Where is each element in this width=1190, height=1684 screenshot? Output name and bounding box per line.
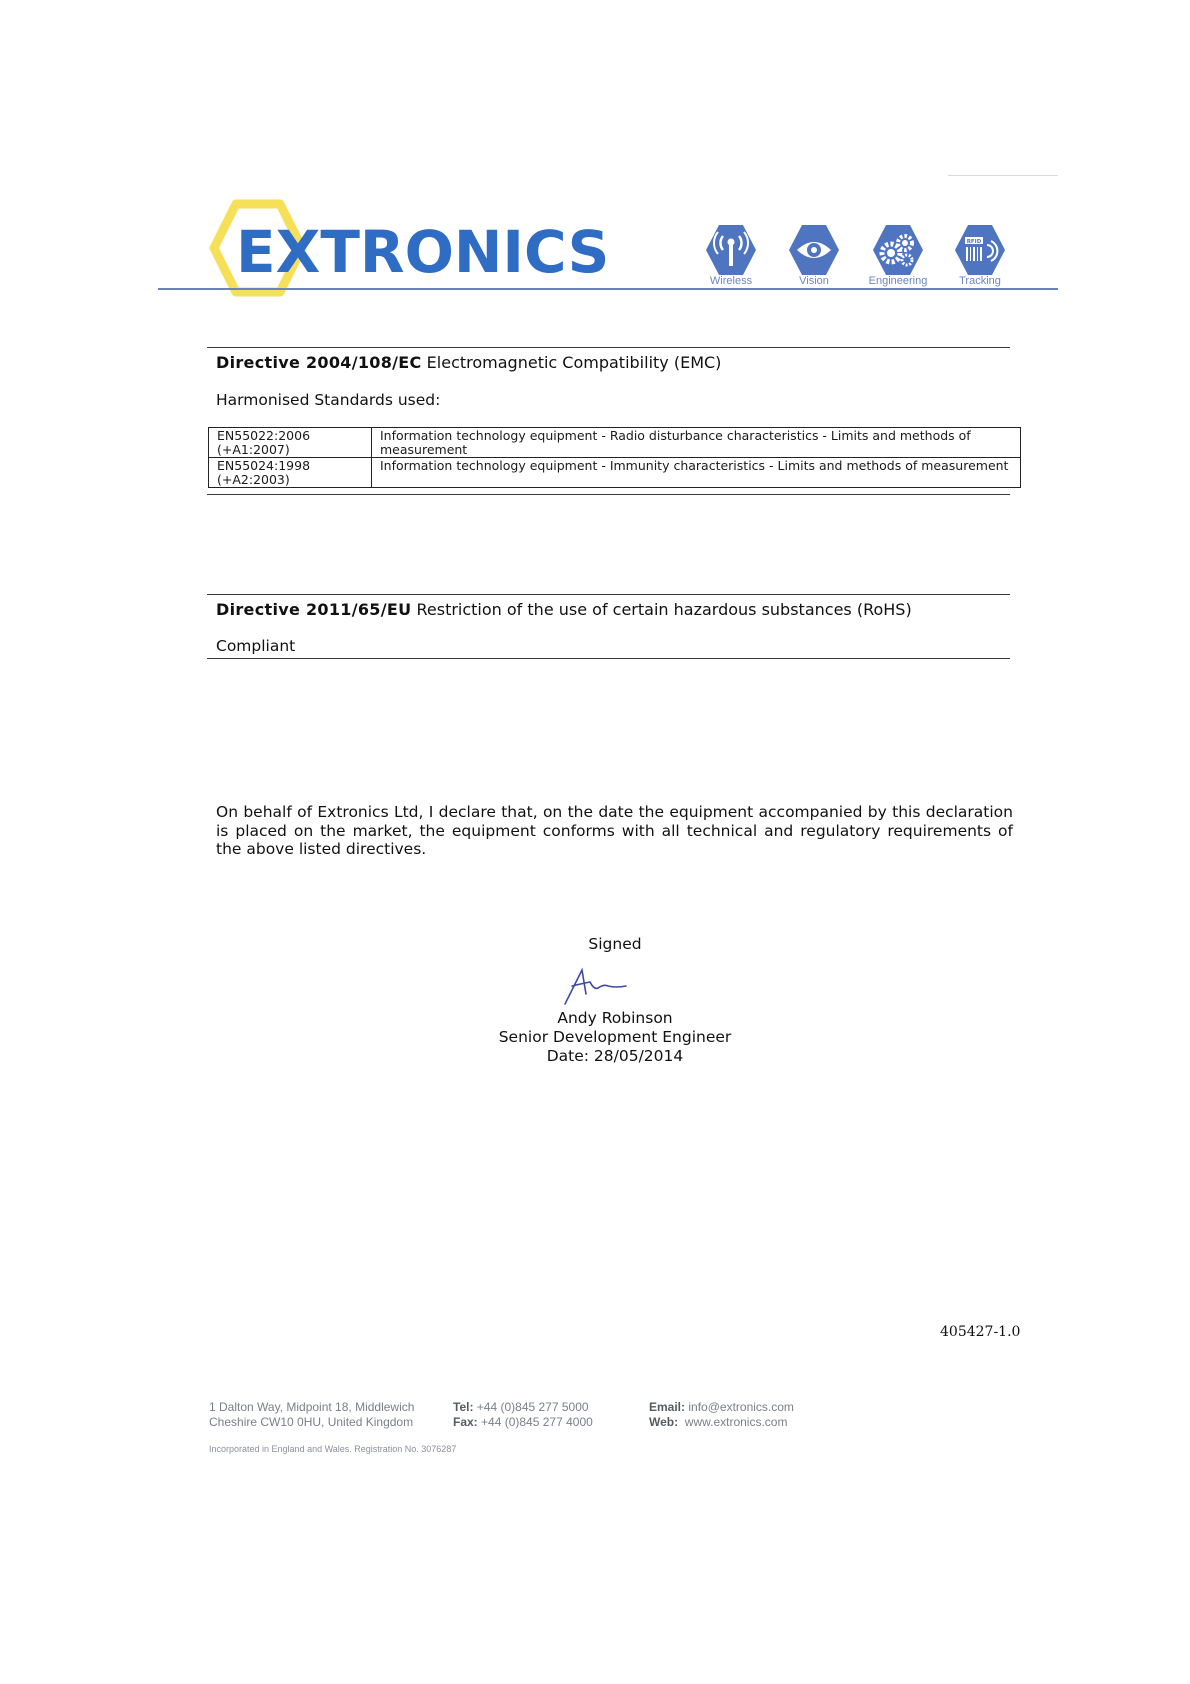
rfid-icon [952,222,1008,278]
standard-code: EN55022:2006 [217,428,311,443]
rohs-directive-title: Restriction of the use of certain hazardous substances (RoHS) [416,600,912,619]
footer-address [209,1400,414,1430]
footer-phone [453,1400,593,1430]
standard-code: EN55024:1998 [217,458,311,473]
service-wireless [701,222,761,287]
header-rule [158,288,1058,290]
document-reference: 405427-1.0 [940,1324,1021,1340]
section-rule [207,494,1010,495]
emc-directive-code: Directive 2004/108/EC [216,353,422,372]
service-label-engineering: Engineering [868,275,928,287]
web-link[interactable]: www.extronics.com [684,1415,788,1429]
service-engineering [868,222,928,287]
logo-wordmark: EXTRONICS [236,218,610,286]
registration-note: Incorporated in England and Wales. Registration No. 3076287 [209,1444,457,1454]
wireless-icon [703,222,759,278]
address-line-2: Cheshire CW10 0HU, United Kingdom [209,1415,414,1429]
footer-contact [649,1400,794,1430]
table-row [209,428,1021,458]
eye-icon [786,222,842,278]
service-vision [784,222,844,287]
table-row [209,458,1021,488]
standard-code-cell [209,428,372,458]
service-label-wireless: Wireless [709,275,753,287]
section-rule [207,347,1010,348]
address-line-1: 1 Dalton Way, Midpoint 18, Middlewich [209,1400,415,1414]
emc-directive-title: Electromagnetic Compatibility (EMC) [426,353,722,372]
web-label: Web: [649,1415,679,1429]
rfid-badge-text: RFID [966,239,982,245]
standard-description: Information technology equipment - Radio disturbance characteristics - Limits and methods of measurement [372,428,1021,458]
rohs-directive-code: Directive 2011/65/EU [216,600,412,619]
service-label-tracking: Tracking [959,275,1001,287]
signature-date: Date: 28/05/2014 [546,1047,684,1065]
declaration-text: On behalf of Extronics Ltd, I declare that, on the date the equipment accompanied by this declaration is placed on the market, the equipment conforms with all technical and regulatory requirements of the above listed directives. [216,803,1013,858]
standard-code-cell [209,458,372,488]
section-rule [207,658,1010,659]
signed-label: Signed [588,935,642,953]
standard-description: Information technology equipment - Immunity characteristics - Limits and methods of measurement [372,458,1021,488]
gears-icon [870,222,926,278]
service-tracking [950,222,1010,287]
tel-label: Tel: [453,1400,474,1414]
service-label-vision: Vision [799,275,829,287]
extronics-logo [206,200,610,296]
signature [560,966,640,1008]
rohs-status: Compliant [216,637,296,655]
fax-number: +44 (0)845 277 4000 [481,1415,593,1429]
email-label: Email: [649,1400,686,1414]
standard-amendment: (+A1:2007) [217,442,290,457]
signatory-name: Andy Robinson [557,1009,673,1027]
email-link[interactable]: info@extronics.com [688,1400,794,1414]
signatory-title: Senior Development Engineer [498,1028,732,1046]
header-top-rule [948,175,1058,176]
standard-amendment: (+A2:2003) [217,472,290,487]
rohs-directive-heading [216,600,912,619]
standards-table [208,427,1021,488]
standards-heading: Harmonised Standards used: [216,391,441,409]
emc-directive-heading [216,353,721,372]
section-rule [207,594,1010,595]
fax-label: Fax: [453,1415,478,1429]
tel-number: +44 (0)845 277 5000 [476,1400,589,1414]
